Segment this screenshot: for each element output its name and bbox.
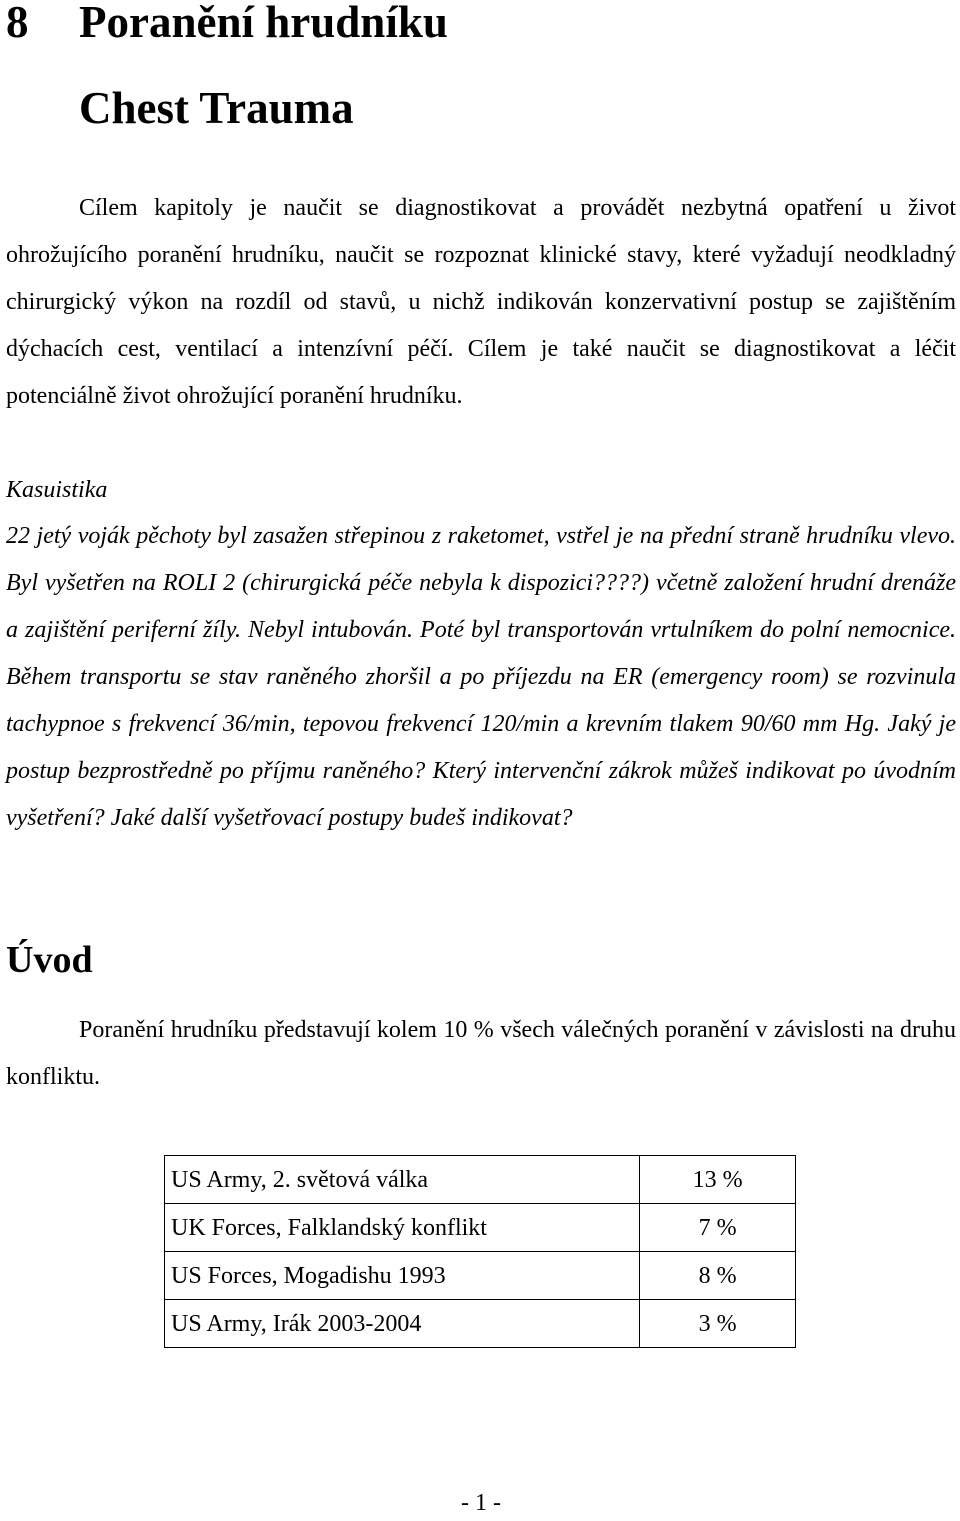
chapter-heading: [6, 0, 448, 50]
section-heading: Úvod: [6, 939, 93, 981]
case-study-paragraph: 22 jetý voják pěchoty byl zasažen střepinou z raketomet, vstřel je na přední straně hrudníku vlevo. Byl vyšetřen na ROLI 2 (chirurgická péče nebyla k dispozici????) včetně založení hrudní drenáže a zajištění periferní žíly. Nebyl intubován. Poté byl transportován vrtulníkem do polní nemocnice. Během transportu se stav raněného zhoršil a po příjezdu na ER (emergency room) se rozvinula tachypnoe s frekvencí 36/min, tepovou frekvencí 120/min a krevním tlakem 90/60 mm Hg. Jaký je postup bezprostředně po příjmu raněného? Který intervenční zákrok můžeš indikovat po úvodním vyšetření? Jaké další vyšetřovací postupy budeš indikovat?: [6, 523, 956, 831]
chapter-subtitle: Chest Trauma: [79, 83, 354, 133]
intro-paragraph: Cílem kapitoly je naučit se diagnostikovat a provádět nezbytná opatření u život ohrožujícího poranění hrudníku, naučit se rozpoznat klinické stavy, které vyžadují neodkladný chirurgický výkon na rozdíl od stavů, u nichž indikován konzervativní postup se zajištěním dýchacích cest, ventilací a intenzívní péčí. Cílem je také naučit se diagnostikovat a léčit potenciálně život ohrožující poranění hrudníku.: [6, 195, 956, 409]
war-injury-table: [164, 1155, 796, 1348]
table-row: [165, 1300, 796, 1348]
table-row: [165, 1204, 796, 1252]
table-row: [165, 1252, 796, 1300]
table-cell-percentage: 8 %: [640, 1252, 796, 1300]
section-paragraph: Poranění hrudníku představují kolem 10 % všech válečných poranění v závislosti na druhu konfliktu.: [6, 1017, 956, 1090]
table-cell-percentage: 3 %: [640, 1300, 796, 1348]
page-number: - 1 -: [461, 1490, 501, 1516]
table-row: [165, 1156, 796, 1204]
table-cell-conflict: US Army, Irák 2003-2004: [165, 1300, 640, 1348]
table-cell-conflict: UK Forces, Falklandský konflikt: [165, 1204, 640, 1252]
table-cell-conflict: US Forces, Mogadishu 1993: [165, 1252, 640, 1300]
case-study-label: Kasuistika: [6, 477, 108, 503]
chapter-title: Poranění hrudníku: [79, 0, 448, 47]
table-cell-conflict: US Army, 2. světová válka: [165, 1156, 640, 1204]
chapter-number: 8: [6, 0, 29, 47]
table-cell-percentage: 7 %: [640, 1204, 796, 1252]
table-cell-percentage: 13 %: [640, 1156, 796, 1204]
